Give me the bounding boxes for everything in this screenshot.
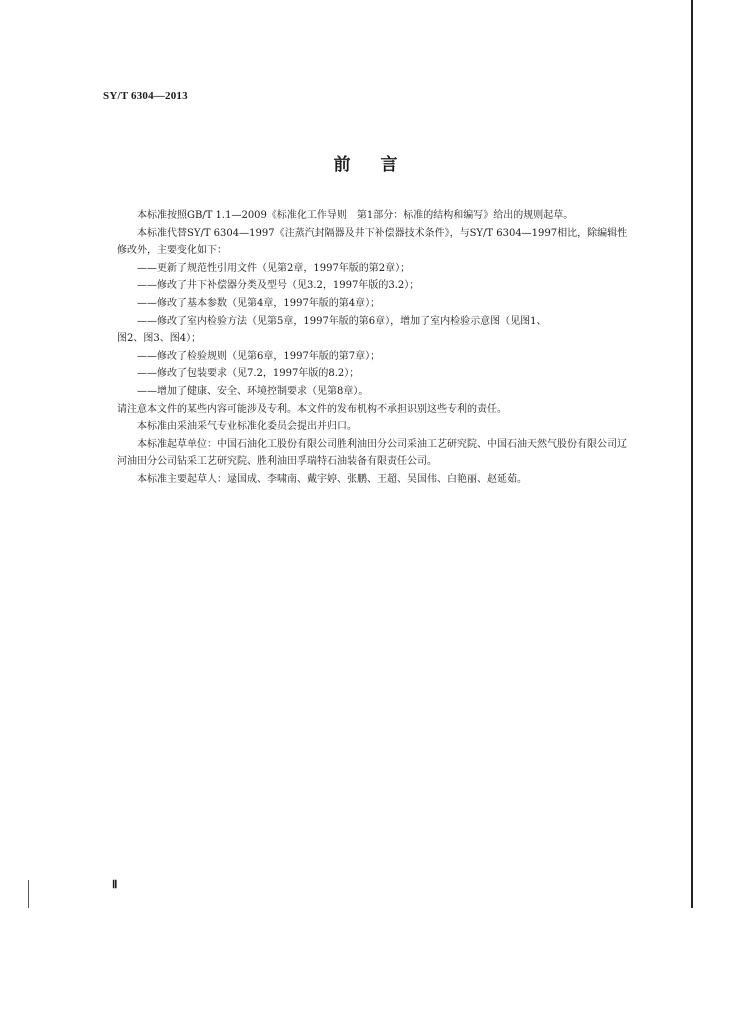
paragraph-patent-notice: 请注意本文件的某些内容可能涉及专利。本文件的发布机构不承担识别这些专利的责任。: [117, 403, 507, 415]
change-item: ——增加了健康、安全、环境控制要求（见第8章）。: [137, 385, 369, 397]
page-number: Ⅱ: [112, 879, 118, 891]
paragraph-proposer: 本标准由采油采气专业标准化委员会提出并归口。: [137, 421, 357, 433]
change-item: ——修改了包装要求（见7.2，1997年版的8.2）；: [137, 368, 360, 380]
change-item: ——修改了室内检验方法（见第5章，1997年版的第6章），增加了室内检验示意图（见图1、: [137, 315, 547, 327]
standard-code-header: SY/T 6304—2013: [103, 90, 188, 102]
change-item-continuation: 图2、图3、图4）；: [117, 333, 202, 345]
paragraph-drafters: 本标准主要起草人：逯国成、李啸南、戴宇婷、张鹏、王超、吴国伟、白艳丽、赵延茹。: [137, 473, 527, 485]
change-item: ——更新了规范性引用文件（见第2章，1997年版的第2章）；: [137, 262, 411, 274]
foreword-body: [117, 207, 631, 489]
scan-border-right: [691, 0, 693, 908]
paragraph-replacement: 本标准代替SY/T 6304—1997《注蒸汽封隔器及井下补偿器技术条件》，与SY/T 6304—1997相比，除编辑性修改外，主要变化如下：: [117, 227, 628, 257]
paragraph-drafting-rules: 本标准按照GB/T 1.1—2009《标准化工作导则 第1部分：标准的结构和编写》给出的规则起草。: [137, 210, 574, 221]
page-title: 前言: [333, 155, 428, 175]
change-item: ——修改了井下补偿器分类及型号（见3.2，1997年版的3.2）；: [137, 280, 420, 292]
change-item: ——修改了检验规则（见第6章，1997年版的第7章）；: [137, 350, 381, 362]
change-item: ——修改了基本参数（见第4章，1997年版的第4章）；: [137, 297, 381, 309]
paragraph-drafting-units: 本标准起草单位：中国石油化工股份有限公司胜利油田分公司采油工艺研究院、中国石油天然气股份有限公司辽河油田分公司钻采工艺研究院、胜利油田孚瑞特石油装备有限责任公司。: [117, 438, 627, 468]
scan-border-left: [28, 880, 29, 908]
